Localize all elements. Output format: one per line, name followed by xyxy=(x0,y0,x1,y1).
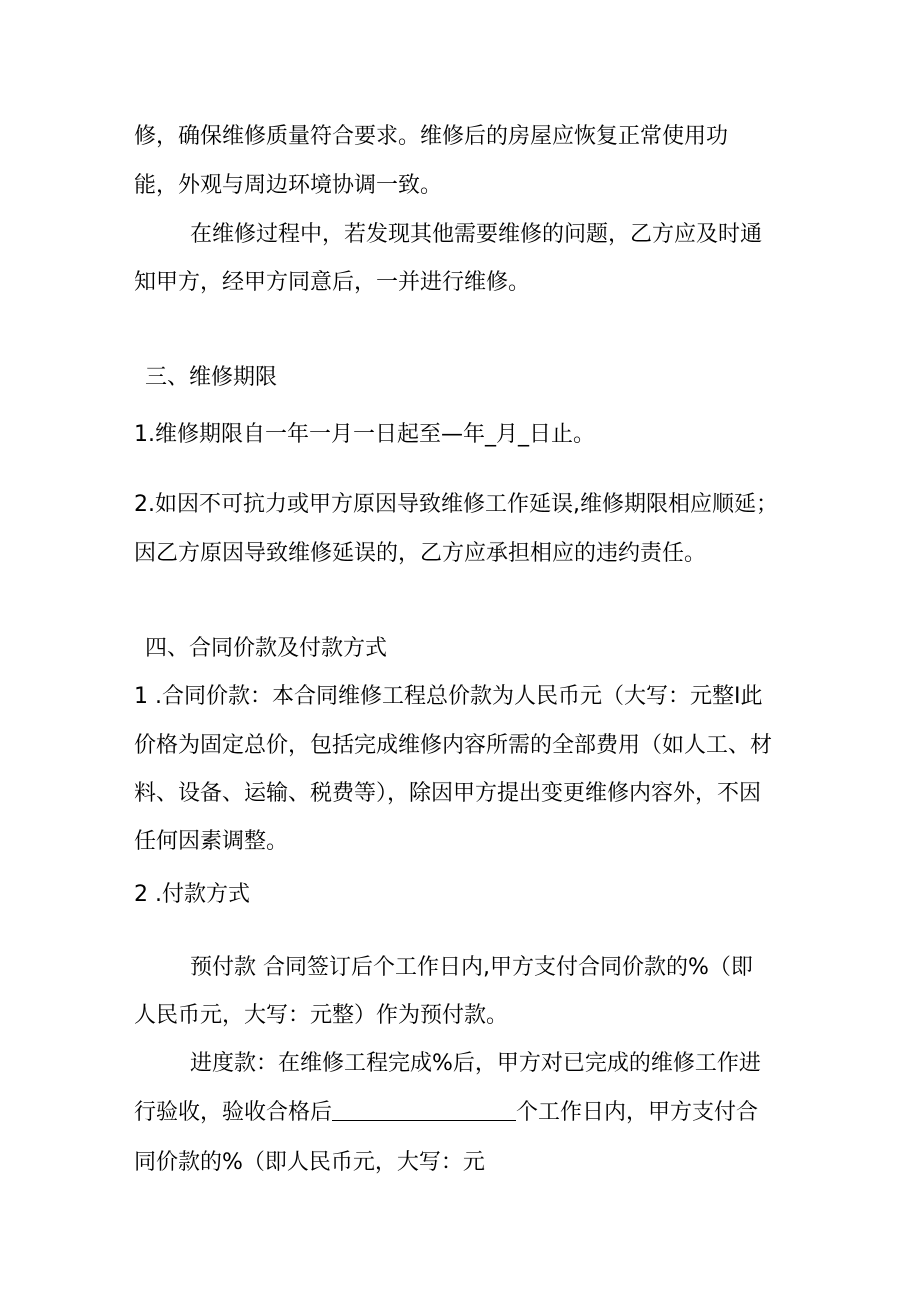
text-line-5: 1.维修期限自一年一月一日起至—年_月_日止。 xyxy=(134,422,595,447)
text-line-16-suffix: 个工作日内，甲方支付合 xyxy=(516,1100,759,1125)
text-line-7: 因乙方原因导致维修延误的，乙方应承担相应的违约责任。 xyxy=(134,541,707,566)
text-line-16-prefix: 行验收，验收合格后 xyxy=(134,1100,333,1125)
fill-in-blank xyxy=(332,1098,516,1121)
text-line-8: 1 .合同价款：本合同维修工程总价款为人民币元（大写：元整I此 xyxy=(134,684,763,709)
section-heading-4: 四、合同价款及付款方式 xyxy=(145,636,388,661)
section-heading-3: 三、维修期限 xyxy=(145,365,278,390)
text-line-3: 在维修过程中，若发现其他需要维修的问题，乙方应及时通 xyxy=(190,222,763,247)
text-line-2: 能，外观与周边环境协调一致。 xyxy=(134,173,443,198)
text-line-6: 2.如因不可抗力或甲方原因导致维修工作延误,维修期限相应顺延； xyxy=(134,492,778,517)
text-line-17: 同价款的%（即人民币元，大写：元 xyxy=(134,1150,485,1175)
text-line-16 xyxy=(134,1098,758,1128)
text-line-4: 知甲方，经甲方同意后，一并进行维修。 xyxy=(134,270,531,295)
text-line-10: 料、设备、运输、税费等），除因甲方提出变更维修内容外，不因 xyxy=(134,781,762,806)
text-line-1: 修，确保维修质量符合要求。维修后的房屋应恢复正常使用功 xyxy=(134,124,729,149)
text-line-14: 人民币元，大写：元整）作为预付款。 xyxy=(134,1003,509,1028)
text-line-15: 进度款：在维修工程完成%后，甲方对已完成的维修工作进 xyxy=(190,1051,761,1076)
text-line-11: 任何因素调整。 xyxy=(134,829,289,854)
text-line-9: 价格为固定总价，包括完成维修内容所需的全部费用（如人工、材 xyxy=(134,733,773,758)
text-line-12: 2 .付款方式 xyxy=(134,882,250,907)
text-line-13: 预付款 合同签订后个工作日内,甲方支付合同价款的%（即 xyxy=(190,955,753,980)
